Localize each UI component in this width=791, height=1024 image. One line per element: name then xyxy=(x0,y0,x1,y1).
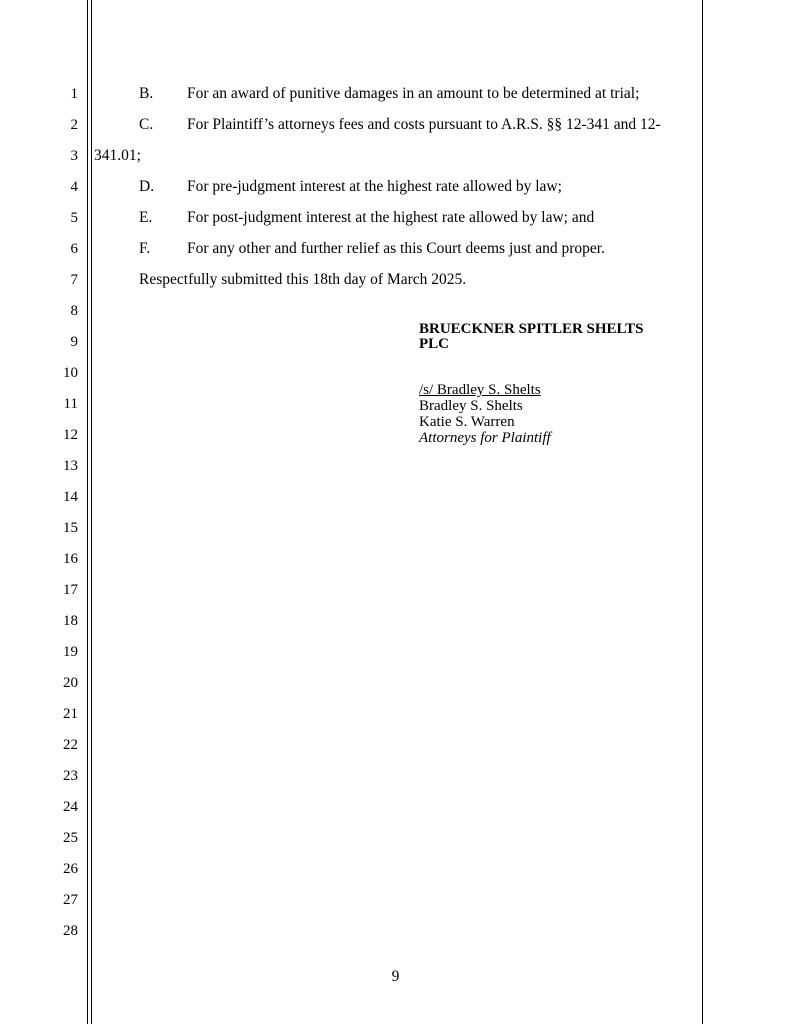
line-number: 25 xyxy=(63,830,78,846)
line-number: 24 xyxy=(63,799,78,815)
left-margin-rule-inner xyxy=(91,0,92,1024)
line-number: 13 xyxy=(63,458,78,474)
line-number: 2 xyxy=(70,117,78,133)
firm-name-line-2: PLC xyxy=(419,336,449,352)
firm-name-line-1: BRUECKNER SPITLER SHELTS xyxy=(419,321,644,337)
item-letter: D. xyxy=(139,178,155,195)
line-number: 17 xyxy=(63,582,78,598)
line-number: 27 xyxy=(63,892,78,908)
attorney-name-2: Katie S. Warren xyxy=(419,414,515,430)
line-number: 26 xyxy=(63,861,78,877)
left-margin-rule-outer xyxy=(87,0,88,1024)
line-number: 15 xyxy=(63,520,78,536)
attorney-role: Attorneys for Plaintiff xyxy=(419,430,551,446)
line-number: 12 xyxy=(63,427,78,443)
line-number: 3 xyxy=(70,148,78,164)
line-number: 16 xyxy=(63,551,78,567)
line-number: 19 xyxy=(63,644,78,660)
line-number: 8 xyxy=(70,303,78,319)
line-number: 9 xyxy=(70,334,78,350)
line-number: 4 xyxy=(70,179,78,195)
page-number: 9 xyxy=(391,968,400,985)
electronic-signature: /s/ Bradley S. Shelts xyxy=(419,382,541,398)
line-number: 18 xyxy=(63,613,78,629)
line-number: 14 xyxy=(63,489,78,505)
relief-item-c-continuation: 341.01; xyxy=(94,147,141,164)
item-text: For pre-judgment interest at the highest rate allowed by law; xyxy=(187,178,562,195)
item-letter: E. xyxy=(139,209,153,226)
item-text: For Plaintiff’s attorneys fees and costs pursuant to A.R.S. §§ 12-341 and 12- xyxy=(187,116,661,133)
line-number: 11 xyxy=(63,396,78,412)
line-number: 22 xyxy=(63,737,78,753)
line-number: 6 xyxy=(70,241,78,257)
line-number: 21 xyxy=(63,706,78,722)
line-number: 7 xyxy=(70,272,78,288)
item-text: For post-judgment interest at the highest rate allowed by law; and xyxy=(187,209,595,226)
line-number: 5 xyxy=(70,210,78,226)
line-number: 1 xyxy=(70,86,78,102)
line-number: 20 xyxy=(63,675,78,691)
item-letter: F. xyxy=(139,240,151,257)
line-number: 10 xyxy=(63,365,78,381)
item-letter: B. xyxy=(139,85,154,102)
line-number: 28 xyxy=(63,923,78,939)
closing-statement: Respectfully submitted this 18th day of March 2025. xyxy=(139,271,467,288)
item-letter: C. xyxy=(139,116,154,133)
attorney-name-1: Bradley S. Shelts xyxy=(419,398,523,414)
right-margin-rule xyxy=(702,0,703,1024)
item-text: For any other and further relief as this Court deems just and proper. xyxy=(187,240,605,257)
line-number: 23 xyxy=(63,768,78,784)
item-text: For an award of punitive damages in an amount to be determined at trial; xyxy=(187,85,640,102)
